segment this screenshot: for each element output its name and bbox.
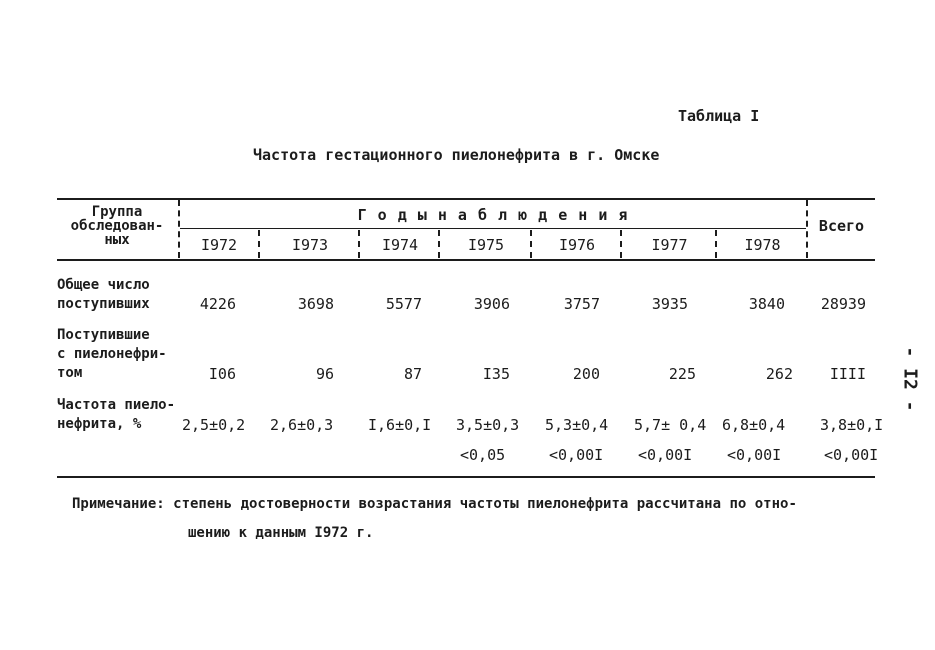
years-caption: Г о д ы н а б л ю д е н и я xyxy=(357,206,629,224)
table-cell: 5577 xyxy=(385,295,422,313)
table-cell: 2,5±0,2 xyxy=(182,416,246,434)
note-line: шению к данным I972 г. xyxy=(188,525,374,541)
table-cell: 28939 xyxy=(820,295,866,313)
total-header: Всего xyxy=(818,217,865,235)
year-separator xyxy=(530,230,532,258)
row-label xyxy=(57,276,150,314)
year-header: I976 xyxy=(558,236,596,254)
group-header-line: обследован- xyxy=(70,218,164,234)
table-cell: 225 xyxy=(668,365,696,383)
table-cell: 3,5±0,3 xyxy=(456,416,520,434)
table-cell: 200 xyxy=(572,365,600,383)
table-cell: 3757 xyxy=(563,295,600,313)
group-header xyxy=(57,205,177,247)
row-label-line: с пиелонефри- xyxy=(57,346,167,362)
row-label-line: поступивших xyxy=(57,296,150,312)
table-cell: 262 xyxy=(765,365,793,383)
table-bottom-rule xyxy=(57,476,875,478)
table-cell: I06 xyxy=(208,365,236,383)
table-cell: 3935 xyxy=(651,295,688,313)
year-header: I978 xyxy=(744,236,781,254)
year-separator xyxy=(438,230,440,258)
table-title: Частота гестационного пиелонефрита в г. Омске xyxy=(253,146,660,164)
years-subheader-rule xyxy=(180,228,806,229)
table-cell: 87 xyxy=(403,365,422,383)
group-header-line: Группа xyxy=(91,204,143,220)
row-label-line: Общее число xyxy=(57,277,150,293)
p-value: <0,00I xyxy=(638,446,693,464)
p-value: <0,05 xyxy=(460,446,506,464)
table-cell: 5,7± 0,4 xyxy=(634,416,707,434)
row-label-line: Поступившие xyxy=(57,327,150,343)
table-cell: I35 xyxy=(482,365,510,383)
year-header: I975 xyxy=(467,236,505,254)
year-separator xyxy=(715,230,717,258)
note-line: Примечание: степень достоверности возрастания частоты пиелонефрита рассчитана по отно- xyxy=(72,496,797,512)
row-label-line: нефрита, % xyxy=(57,416,142,432)
year-header: I974 xyxy=(381,236,419,254)
table-cell: 3698 xyxy=(297,295,334,313)
year-separator xyxy=(258,230,260,258)
row-label-line: Частота пиело- xyxy=(57,397,176,413)
table-cell: 96 xyxy=(315,365,334,383)
year-header: I972 xyxy=(200,236,238,254)
p-value: <0,00I xyxy=(727,446,782,464)
p-value: <0,00I xyxy=(549,446,604,464)
year-header: I977 xyxy=(651,236,688,254)
table-cell: 5,3±0,4 xyxy=(545,416,609,434)
table-cell: 4226 xyxy=(199,295,236,313)
table-cell: IIII xyxy=(829,365,866,383)
row-label xyxy=(57,396,175,434)
p-value: <0,00I xyxy=(824,446,879,464)
table-cell: 3840 xyxy=(748,295,785,313)
table-label: Таблица I xyxy=(678,107,760,125)
table-cell: 3906 xyxy=(473,295,510,313)
header-bottom-rule xyxy=(57,259,875,261)
table-cell: 2,6±0,3 xyxy=(270,416,334,434)
year-separator xyxy=(358,230,360,258)
row-label xyxy=(57,326,167,383)
year-separator xyxy=(620,230,622,258)
page-number: - I2 - xyxy=(899,346,921,412)
row-label-line: том xyxy=(57,365,83,381)
table-cell: I,6±0,I xyxy=(368,416,432,434)
table-cell: 3,8±0,I xyxy=(820,416,884,434)
table-cell: 6,8±0,4 xyxy=(722,416,786,434)
year-header: I973 xyxy=(291,236,329,254)
group-header-line: ных xyxy=(104,232,130,248)
